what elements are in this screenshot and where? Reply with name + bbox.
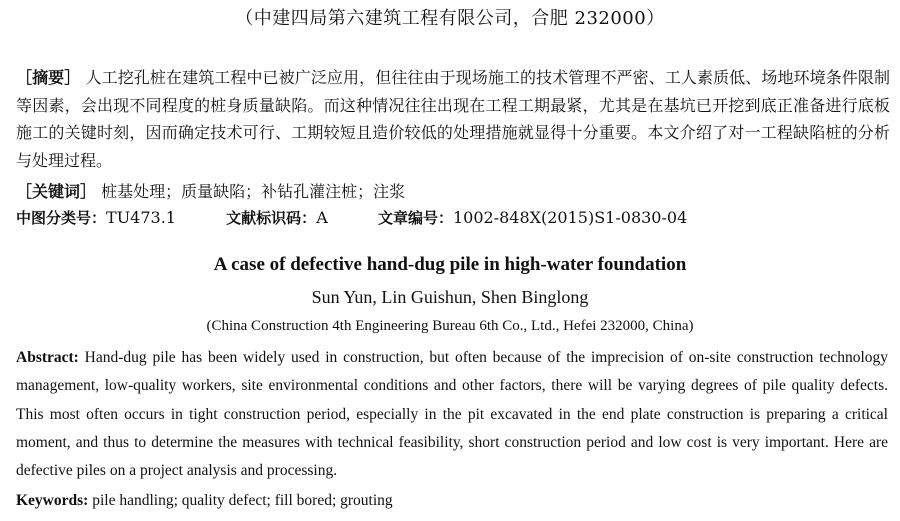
english-title: A case of defective hand-dug pile in high-water foundation [213,254,687,275]
english-abstract-text: Hand-dug pile has been widely used in construction, but often because of the imprecision of on-site construction technology management, low-quality workers, site environmental conditions and other factors, there will be varying degrees of pile quality defects. This most often occurs in tight construction period, especially in the pit excavated in the end plate construction is preparing a critical moment, and thus to determine the measures with technical feasibility, short construction period and low cost is very important. Here are defective piles on a project analysis and processing. [16,349,888,480]
chinese-abstract-text: 人工挖孔桩在建筑工程中已被广泛应用，但往往由于现场施工的技术管理不严密、工人素质低、场地环境条件限制等因素，会出现不同程度的桩身质量缺陷。而这种情况往往出现在工程工期最紧，尤其是在基坑已开挖到底正准备进行底板施工的关键时刻，因而确定技术可行、工期较短且造价较低的处理措施就显得十分重要。本文介绍了对一工程缺陷桩的分析与处理过程。 [16,68,890,170]
english-keywords [16,488,393,514]
article-no-label: 文章编号： [377,209,453,227]
clc-value: TU473.1 [106,208,176,227]
classification-line [16,205,687,231]
english-keywords-text: pile handling; quality defect; fill bored; grouting [88,492,393,509]
chinese-abstract-label: ［摘要］ [16,68,81,87]
english-authors: Sun Yun, Lin Guishun, Shen Binglong [311,287,589,307]
chinese-keywords-text: 桩基处理；质量缺陷；补钻孔灌注桩；注浆 [101,182,406,201]
english-abstract-label: Abstract: [16,349,79,366]
doc-code-value: A [316,208,328,227]
chinese-keywords [16,178,890,206]
article-no-value: 1002-848X(2015)S1-0830-04 [452,208,688,227]
english-abstract [16,344,888,485]
english-keywords-label: Keywords: [16,492,89,509]
clc-label: 中图分类号： [16,209,107,227]
chinese-keywords-label: ［关键词］ [16,182,97,201]
chinese-abstract [16,64,890,174]
doc-code-label: 文献标识码： [226,209,317,227]
english-affiliation: (China Construction 4th Engineering Bureau 6th Co., Ltd., Hefei 232000, China) [206,318,694,334]
chinese-affiliation: （中建四局第六建筑工程有限公司，合肥 232000） [235,8,665,29]
